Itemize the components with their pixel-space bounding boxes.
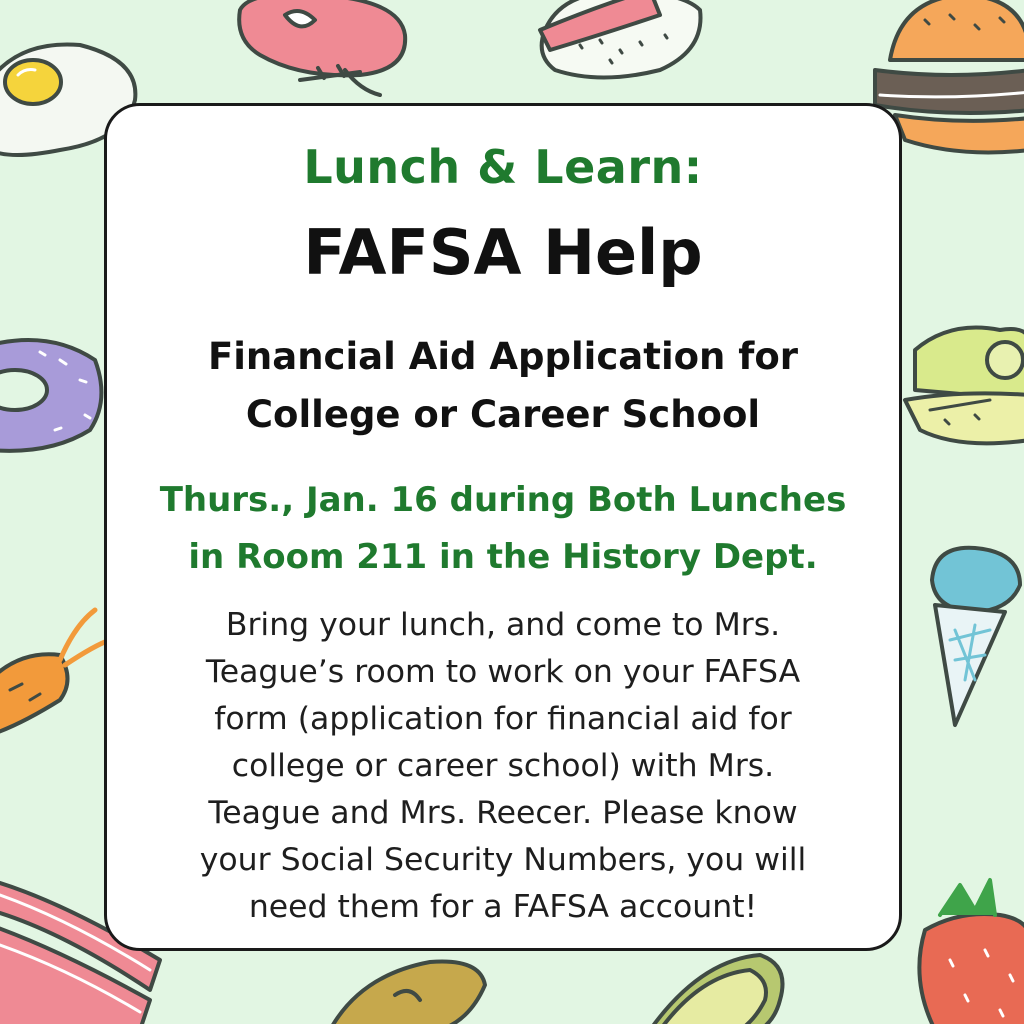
carrot-icon	[0, 610, 110, 735]
date-line: Thurs., Jan. 16 during Both Lunches	[159, 480, 847, 520]
flyer-card	[104, 103, 902, 951]
event-subheading	[107, 328, 899, 444]
description-line: college or career school) with Mrs.	[231, 748, 775, 784]
description-line: Teague and Mrs. Reecer. Please know	[208, 795, 798, 831]
strawberry-icon	[919, 880, 1024, 1024]
event-series-title: Lunch & Learn:	[303, 140, 703, 194]
donut-icon	[0, 340, 101, 451]
event-description	[127, 602, 879, 931]
salad-icon	[905, 328, 1024, 444]
description-line: form (application for financial aid for	[214, 701, 792, 737]
steak-icon	[239, 0, 405, 95]
event-date-location	[107, 472, 899, 586]
description-line: need them for a FAFSA account!	[248, 889, 758, 925]
description-line: your Social Security Numbers, you will	[199, 842, 807, 878]
description-line: Bring your lunch, and come to Mrs.	[225, 607, 781, 643]
description-line: Teague’s room to work on your FAFSA	[205, 654, 801, 690]
bread-icon	[330, 961, 485, 1024]
sushi-roll-icon	[540, 0, 701, 78]
location-line: in Room 211 in the History Dept.	[188, 537, 818, 577]
ice-cream-cone-icon	[932, 548, 1020, 725]
event-headline: FAFSA Help	[303, 216, 703, 289]
avocado-icon	[650, 955, 783, 1024]
subheading-line: Financial Aid Application for	[207, 335, 799, 378]
subheading-line: College or Career School	[245, 393, 761, 436]
